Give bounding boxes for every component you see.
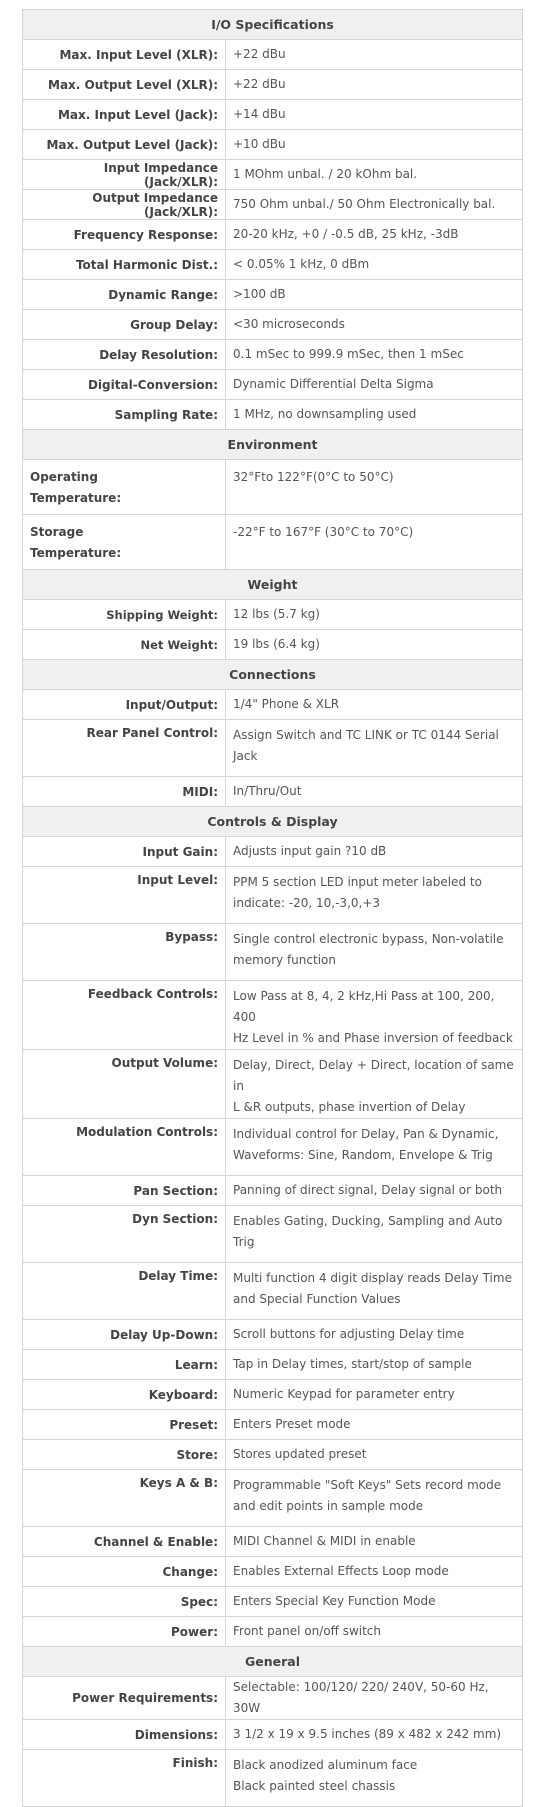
spec-value-line: Scroll buttons for adjusting Delay time: [233, 1327, 465, 1341]
spec-value: [226, 1720, 523, 1750]
table-row: [23, 1050, 523, 1119]
spec-value: [226, 1119, 523, 1176]
table-row: [23, 1720, 523, 1750]
spec-label: Digital-Conversion:: [23, 370, 226, 400]
spec-label: Dimensions:: [23, 1720, 226, 1750]
spec-value: [226, 1263, 523, 1320]
spec-value-line: and edit points in sample mode: [233, 1499, 424, 1513]
spec-label: Pan Section:: [23, 1176, 226, 1206]
spec-value-line: >100 dB: [233, 287, 286, 301]
spec-label: Max. Input Level (Jack):: [23, 100, 226, 130]
spec-label: [23, 515, 226, 570]
table-row: [23, 1320, 523, 1350]
spec-label: [23, 460, 226, 515]
table-row: [23, 837, 523, 867]
spec-value-line: memory function: [233, 953, 336, 967]
spec-label: Power Requirements:: [23, 1677, 226, 1720]
spec-value: [226, 370, 523, 400]
spec-value: [226, 924, 523, 981]
specifications-table: [22, 9, 523, 1807]
table-row: [23, 100, 523, 130]
table-row: [23, 1119, 523, 1176]
table-row: [23, 1380, 523, 1410]
table-row: [23, 220, 523, 250]
spec-value-line: 12 lbs (5.7 kg): [233, 607, 320, 621]
spec-label: Feedback Controls:: [23, 981, 226, 1050]
spec-label: Max. Input Level (XLR):: [23, 40, 226, 70]
spec-value: [226, 1320, 523, 1350]
spec-value: [226, 460, 523, 515]
spec-value: [226, 400, 523, 430]
spec-value-line: Enables External Effects Loop mode: [233, 1564, 449, 1578]
spec-label: Dyn Section:: [23, 1206, 226, 1263]
spec-value-line: indicate: -20, 10,-3,0,+3: [233, 896, 381, 910]
spec-value-line: 750 Ohm unbal./ 50 Ohm Electronically bal.: [233, 197, 496, 211]
section-title: Weight: [23, 570, 523, 600]
table-row: [23, 1527, 523, 1557]
spec-value: [226, 1410, 523, 1440]
spec-label: Dynamic Range:: [23, 280, 226, 310]
table-row: [23, 160, 523, 190]
spec-value-line: 20-20 kHz, +0 / -0.5 dB, 25 kHz, -3dB: [233, 227, 459, 241]
spec-value-line: PPM 5 section LED input meter labeled to: [233, 875, 482, 889]
spec-label: Change:: [23, 1557, 226, 1587]
spec-value: [226, 250, 523, 280]
spec-value-line: Trig: [233, 1235, 255, 1249]
spec-value: [226, 630, 523, 660]
spec-value: [226, 1557, 523, 1587]
spec-value: [226, 70, 523, 100]
spec-value-line: Enables Gating, Ducking, Sampling and Auto: [233, 1214, 503, 1228]
table-row: [23, 867, 523, 924]
spec-value: [226, 1617, 523, 1647]
spec-value-line: Selectable: 100/120/ 220/ 240V, 50-60 Hz, 30W: [233, 1680, 489, 1715]
spec-value-line: Enters Special Key Function Mode: [233, 1594, 436, 1608]
spec-value: [226, 1677, 523, 1720]
spec-value: [226, 837, 523, 867]
spec-label-line: Storage: [30, 525, 84, 539]
spec-label: Store:: [23, 1440, 226, 1470]
spec-label: Spec:: [23, 1587, 226, 1617]
table-row: [23, 1677, 523, 1720]
spec-value-line: +10 dBu: [233, 137, 286, 151]
spec-label: Bypass:: [23, 924, 226, 981]
table-row: [23, 250, 523, 280]
spec-label: Preset:: [23, 1410, 226, 1440]
spec-value: [226, 310, 523, 340]
spec-value-line: Delay, Direct, Delay + Direct, location of same in: [233, 1058, 514, 1093]
section-header-io: [23, 10, 523, 40]
spec-label: MIDI:: [23, 777, 226, 807]
spec-value: [226, 100, 523, 130]
spec-value-line: 0.1 mSec to 999.9 mSec, then 1 mSec: [233, 347, 464, 361]
spec-label: Channel & Enable:: [23, 1527, 226, 1557]
spec-label: Input Impedance (Jack/XLR):: [23, 160, 226, 190]
spec-value-line: In/Thru/Out: [233, 784, 302, 798]
spec-value-line: and Special Function Values: [233, 1292, 401, 1306]
spec-value: [226, 160, 523, 190]
spec-value-line: Black anodized aluminum face: [233, 1758, 418, 1772]
table-row: [23, 280, 523, 310]
spec-label: Group Delay:: [23, 310, 226, 340]
table-row: [23, 1350, 523, 1380]
spec-value-line: Numeric Keypad for parameter entry: [233, 1387, 455, 1401]
table-row: [23, 1587, 523, 1617]
spec-value: [226, 600, 523, 630]
spec-value-line: 1/4" Phone & XLR: [233, 697, 340, 711]
table-row: [23, 1470, 523, 1527]
table-row: [23, 1440, 523, 1470]
spec-value-line: L &R outputs, phase invertion of Delay: [233, 1100, 466, 1114]
spec-label: Shipping Weight:: [23, 600, 226, 630]
table-row: [23, 600, 523, 630]
spec-label: Finish:: [23, 1750, 226, 1807]
spec-value: [226, 690, 523, 720]
spec-value-line: +22 dBu: [233, 77, 286, 91]
spec-label: Delay Time:: [23, 1263, 226, 1320]
spec-value-line: Adjusts input gain ?10 dB: [233, 844, 387, 858]
section-header-general: [23, 1647, 523, 1677]
table-row: [23, 400, 523, 430]
table-row: [23, 460, 523, 515]
spec-value-line: -22°F to 167°F (30°C to 70°C): [233, 525, 414, 539]
spec-value-line: Tap in Delay times, start/stop of sample: [233, 1357, 472, 1371]
spec-value-line: 3 1/2 x 19 x 9.5 inches (89 x 482 x 242 mm): [233, 1727, 502, 1741]
table-row: [23, 70, 523, 100]
table-row: [23, 40, 523, 70]
spec-label: Output Impedance (Jack/XLR):: [23, 190, 226, 220]
spec-label: Sampling Rate:: [23, 400, 226, 430]
section-title: General: [23, 1647, 523, 1677]
table-row: [23, 1410, 523, 1440]
spec-value-line: 1 MHz, no downsampling used: [233, 407, 417, 421]
spec-value-line: 32°Fto 122°F(0°C to 50°C): [233, 470, 394, 484]
spec-value: [226, 280, 523, 310]
table-row: [23, 1206, 523, 1263]
spec-label: Net Weight:: [23, 630, 226, 660]
spec-value: [226, 1527, 523, 1557]
table-row: [23, 515, 523, 570]
table-body: [23, 10, 523, 1807]
spec-value-line: < 0.05% 1 kHz, 0 dBm: [233, 257, 370, 271]
section-header-weight: [23, 570, 523, 600]
spec-value-line: Single control electronic bypass, Non-volatile: [233, 932, 504, 946]
spec-label: Output Volume:: [23, 1050, 226, 1119]
spec-value: [226, 720, 523, 777]
spec-value-line: Individual control for Delay, Pan & Dynamic,: [233, 1127, 499, 1141]
spec-label: Delay Resolution:: [23, 340, 226, 370]
spec-label: Max. Output Level (XLR):: [23, 70, 226, 100]
table-row: [23, 190, 523, 220]
table-row: [23, 777, 523, 807]
spec-value-line: +22 dBu: [233, 47, 286, 61]
spec-label: Input Level:: [23, 867, 226, 924]
spec-label-line: Temperature:: [30, 546, 122, 560]
table-row: [23, 720, 523, 777]
table-row: [23, 1176, 523, 1206]
spec-label: Input/Output:: [23, 690, 226, 720]
spec-value-line: Panning of direct signal, Delay signal or both: [233, 1183, 503, 1197]
spec-value: [226, 130, 523, 160]
spec-label-line: Temperature:: [30, 491, 122, 505]
spec-value: [226, 1470, 523, 1527]
spec-value: [226, 1440, 523, 1470]
spec-label: Power:: [23, 1617, 226, 1647]
spec-label: Input Gain:: [23, 837, 226, 867]
spec-label: Keys A & B:: [23, 1470, 226, 1527]
spec-value-line: Black painted steel chassis: [233, 1779, 396, 1793]
spec-value-line: Dynamic Differential Delta Sigma: [233, 377, 434, 391]
spec-value: [226, 1587, 523, 1617]
spec-value: [226, 1206, 523, 1263]
spec-value: [226, 1050, 523, 1119]
table-row: [23, 1750, 523, 1807]
spec-value-line: <30 microseconds: [233, 317, 345, 331]
spec-value-line: Programmable "Soft Keys" Sets record mode: [233, 1478, 502, 1492]
spec-value-line: Multi function 4 digit display reads Delay Time: [233, 1271, 512, 1285]
section-title: Controls & Display: [23, 807, 523, 837]
spec-value: [226, 220, 523, 250]
spec-value-line: MIDI Channel & MIDI in enable: [233, 1534, 416, 1548]
spec-value: [226, 1176, 523, 1206]
section-header-connections: [23, 660, 523, 690]
spec-value-line: 19 lbs (6.4 kg): [233, 637, 320, 651]
spec-value: [226, 1750, 523, 1807]
table-row: [23, 1263, 523, 1320]
table-row: [23, 1617, 523, 1647]
spec-value-line: +14 dBu: [233, 107, 286, 121]
table-row: [23, 1557, 523, 1587]
table-row: [23, 130, 523, 160]
section-header-controls: [23, 807, 523, 837]
section-title: Environment: [23, 430, 523, 460]
spec-label: Keyboard:: [23, 1380, 226, 1410]
spec-label: Total Harmonic Dist.:: [23, 250, 226, 280]
spec-label-line: Operating: [30, 470, 98, 484]
spec-value: [226, 1350, 523, 1380]
spec-value-line: Hz Level in % and Phase inversion of feedback: [233, 1031, 513, 1045]
section-title: I/O Specifications: [23, 10, 523, 40]
spec-value-line: 1 MOhm unbal. / 20 kOhm bal.: [233, 167, 418, 181]
spec-value-line: Front panel on/off switch: [233, 1624, 381, 1638]
table-row: [23, 340, 523, 370]
table-row: [23, 981, 523, 1050]
table-row: [23, 924, 523, 981]
spec-value-line: Stores updated preset: [233, 1447, 367, 1461]
spec-label: Max. Output Level (Jack):: [23, 130, 226, 160]
section-header-environment: [23, 430, 523, 460]
spec-value: [226, 1380, 523, 1410]
spec-value: [226, 867, 523, 924]
spec-value: [226, 340, 523, 370]
spec-label: Rear Panel Control:: [23, 720, 226, 777]
spec-label: Delay Up-Down:: [23, 1320, 226, 1350]
spec-label: Learn:: [23, 1350, 226, 1380]
table-row: [23, 630, 523, 660]
spec-value-line: Waveforms: Sine, Random, Envelope & Trig: [233, 1148, 493, 1162]
section-title: Connections: [23, 660, 523, 690]
spec-value: [226, 515, 523, 570]
spec-value: [226, 190, 523, 220]
spec-value: [226, 40, 523, 70]
spec-label: Modulation Controls:: [23, 1119, 226, 1176]
spec-value-line: Jack: [233, 749, 258, 763]
table-row: [23, 310, 523, 340]
spec-label: Frequency Response:: [23, 220, 226, 250]
spec-value-line: Assign Switch and TC LINK or TC 0144 Serial: [233, 728, 499, 742]
spec-value: [226, 777, 523, 807]
spec-value-line: Low Pass at 8, 4, 2 kHz,Hi Pass at 100, 200, 400: [233, 989, 495, 1024]
table-row: [23, 370, 523, 400]
table-row: [23, 690, 523, 720]
spec-value: [226, 981, 523, 1050]
spec-value-line: Enters Preset mode: [233, 1417, 351, 1431]
